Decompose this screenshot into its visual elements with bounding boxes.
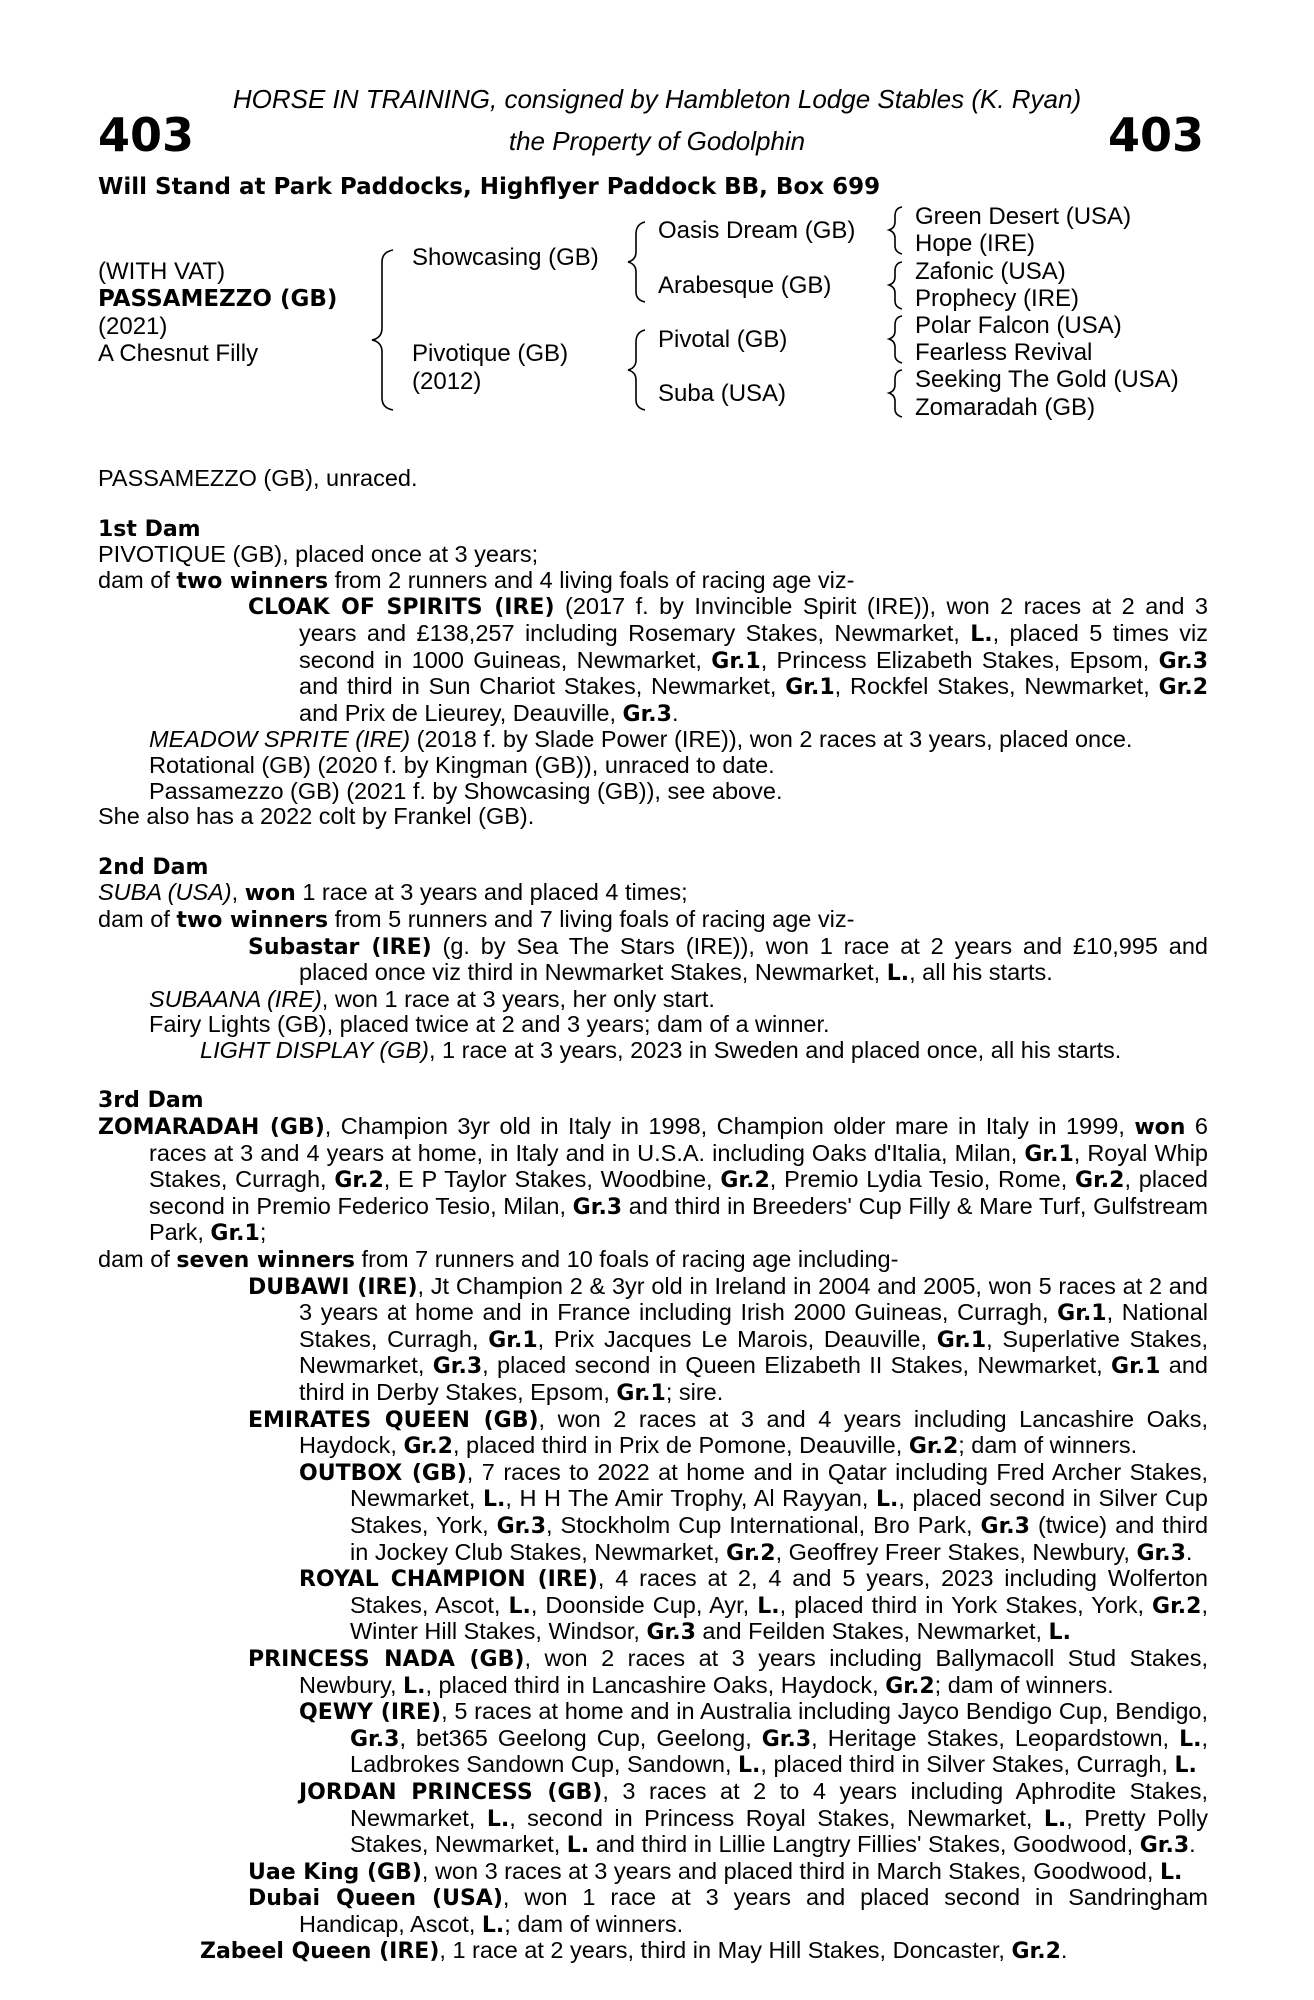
produce-meadow-sprite: MEADOW SPRITE (IRE) (2018 f. by Slade Power (IRE)), won 2 races at 3 years, placed once. — [149, 726, 1133, 753]
produce-rotational: Rotational (GB) (2020 f. by Kingman (GB)), unraced to date. — [149, 751, 775, 778]
horse-name: PASSAMEZZO (GB) — [98, 286, 338, 312]
pedigree-brackets — [0, 0, 1314, 440]
produce-subastar: Subastar (IRE) (g. by Sea The Stars (IRE)), won 1 race at 2 years and £10,995 and placed once viz third in Newmarket Stakes, Newmarket, L., all his starts. — [248, 932, 1208, 987]
lot-number-right: 403 — [1107, 108, 1204, 162]
catalogue-text — [98, 466, 1208, 1965]
bracket-sire — [628, 222, 645, 302]
bracket-g1 — [889, 207, 902, 254]
horse-summary: PASSAMEZZO (GB), unraced. — [98, 465, 418, 491]
ancestor-4: Prophecy (IRE) — [915, 285, 1080, 312]
third-dam-produce-line: dam of seven winners from 7 runners and 10 foals of racing age including- — [98, 1246, 899, 1274]
stand-location: Will Stand at Park Paddocks, Highflyer Paddock BB, Box 699 — [98, 174, 881, 200]
produce-subaana: SUBAANA (IRE), won 1 race at 3 years, her only start. — [149, 985, 715, 1012]
horse-description: A Chesnut Filly — [98, 340, 259, 367]
produce-passamezzo: Passamezzo (GB) (2021 f. by Showcasing (GB)), see above. — [149, 777, 783, 804]
ancestor-2: Hope (IRE) — [915, 230, 1036, 257]
produce-jordan-princess: JORDAN PRINCESS (GB), 3 races at 2 to 4 years including Aphrodite Stakes, Newmarket, L., second in Princess Royal Stakes, Newmarket, L., Pretty Polly Stakes, Newmarket, L. and third in Lillie Langtry Fillies' Stakes, Goodwood, Gr.3. — [299, 1777, 1208, 1859]
vat-note: (WITH VAT) — [98, 258, 226, 285]
produce-uae-king: Uae King (GB), won 3 races at 3 years and placed third in March Stakes, Goodwood, L. — [248, 1857, 1183, 1885]
produce-zabeel-queen: Zabeel Queen (IRE), 1 race at 2 years, third in May Hill Stakes, Doncaster, Gr.2. — [200, 1937, 1068, 1965]
produce-qewy: QEWY (IRE), 5 races at home and in Australia including Jayco Bendigo Cup, Bendigo, Gr.3, bet365 Geelong Cup, Geelong, Gr.3, Heritage Stakes, Leopardstown, L., Ladbrokes Sandown Cup, Sandown, L., placed third in Silver Stakes, Curragh, L. — [299, 1698, 1208, 1779]
ancestor-1: Green Desert (USA) — [915, 203, 1132, 230]
produce-royal-champion: ROYAL CHAMPION (IRE), 4 races at 2, 4 and 5 years, 2023 including Wolferton Stakes, Ascot, L., Doonside Cup, Ayr, L., placed third in York Stakes, York, Gr.2, Winter Hill Stakes, Windsor, Gr.3 and Feilden Stakes, Newmarket, L. — [299, 1565, 1208, 1646]
bracket-g3 — [889, 316, 902, 363]
produce-light-display: LIGHT DISPLAY (GB), 1 race at 3 years, 2023 in Sweden and placed once, all his starts. — [200, 1036, 1122, 1063]
second-dam-heading: 2nd Dam — [98, 854, 209, 880]
bracket-g2 — [889, 262, 902, 309]
produce-emirates-queen: EMIRATES QUEEN (GB), won 2 races at 3 and 4 years including Lancashire Oaks, Haydock, Gr.2, placed third in Prix de Pomone, Deauville, Gr.2; dam of winners. — [248, 1405, 1208, 1460]
ancestor-5: Polar Falcon (USA) — [915, 312, 1122, 339]
ancestor-8: Zomaradah (GB) — [915, 394, 1096, 421]
second-dam-line: SUBA (USA), won 1 race at 3 years and placed 4 times; — [98, 879, 688, 907]
first-dam-line: PIVOTIQUE (GB), placed once at 3 years; — [98, 541, 539, 568]
produce-fairy-lights: Fairy Lights (GB), placed twice at 2 and 3 years; dam of a winner. — [149, 1011, 830, 1038]
produce-note: She also has a 2022 colt by Frankel (GB). — [98, 803, 535, 830]
bracket-dam — [628, 330, 645, 410]
ancestor-7: Seeking The Gold (USA) — [915, 366, 1179, 393]
ancestor-3: Zafonic (USA) — [915, 258, 1066, 285]
first-dam-produce-line: dam of two winners from 2 runners and 4 living foals of racing age viz- — [98, 566, 855, 594]
produce-dubai-queen: Dubai Queen (USA), won 1 race at 3 years and placed second in Sandringham Handicap, Ascot, L.; dam of winners. — [248, 1884, 1209, 1938]
dam-year: (2012) — [412, 368, 482, 395]
third-dam-heading: 3rd Dam — [98, 1088, 204, 1114]
first-dam-heading: 1st Dam — [98, 516, 201, 542]
produce-outbox: OUTBOX (GB), 7 races to 2022 at home and in Qatar including Fred Archer Stakes, Newmarket, L., H H The Amir Trophy, Al Rayyan, L., placed second in Silver Cup Stakes, York, Gr.3, Stockholm Cup International, Bro Park, Gr.3 (twice) and third in Jockey Club Stakes, Newmarket, Gr.2, Geoffrey Freer Stakes, Newbury, Gr.3. — [299, 1458, 1209, 1566]
dam: Pivotique (GB) — [412, 340, 569, 367]
produce-cloak-of-spirits: CLOAK OF SPIRITS (IRE) (2017 f. by Invincible Spirit (IRE)), won 2 races at 2 and 3 years and £138,257 including Rosemary Stakes, Newmarket, L., placed 5 times viz second in 1000 Guineas, Newmarket, Gr.1, Princess Elizabeth Stakes, Epsom, Gr.3 and third in Sun Chariot Stakes, Newmarket, Gr.1, Rockfel Stakes, Newmarket, Gr.2 and Prix de Lieurey, Deauville, Gr.3. — [248, 593, 1208, 727]
sire-sire: Oasis Dream (GB) — [658, 217, 856, 244]
bracket-g4 — [889, 370, 902, 417]
third-dam-record: ZOMARADAH (GB), Champion 3yr old in Italy in 1998, Champion older mare in Italy in 1999, won 6 races at 3 and 4 years at home, in Italy and in U.S.A. including Oaks d'Italia, Milan, Gr.1, Royal Whip Stakes, Curragh, Gr.2, E P Taylor Stakes, Woodbine, Gr.2, Premio Lydia Tesio, Rome, Gr.2, placed second in Premio Federico Tesio, Milan, Gr.3 and third in Breeders' Cup Filly & Mare Turf, Gulfstream Park, Gr.1; — [98, 1113, 1209, 1247]
sire-dam: Arabesque (GB) — [658, 272, 832, 299]
second-dam-produce-line: dam of two winners from 5 runners and 7 living foals of racing age viz- — [98, 905, 855, 933]
consignment-line: HORSE IN TRAINING, consigned by Hambleton Lodge Stables (K. Ryan) — [232, 84, 1082, 114]
bracket-main — [372, 250, 393, 410]
sire: Showcasing (GB) — [412, 244, 599, 271]
produce-dubawi: DUBAWI (IRE), Jt Champion 2 & 3yr old in Ireland in 2004 and 2005, won 5 races at 2 and 3 years at home and in France including Irish 2000 Guineas, Curragh, Gr.1, National Stakes, Curragh, Gr.1, Prix Jacques Le Marois, Deauville, Gr.1, Superlative Stakes, Newmarket, Gr.3, placed second in Queen Elizabeth II Stakes, Newmarket, Gr.1 and third in Derby Stakes, Epsom, Gr.1; sire. — [248, 1272, 1209, 1406]
produce-princess-nada: PRINCESS NADA (GB), won 2 races at 3 years including Ballymacoll Stud Stakes, Newbury, L., placed third in Lancashire Oaks, Haydock, Gr.2; dam of winners. — [248, 1644, 1208, 1699]
horse-year: (2021) — [98, 313, 168, 340]
dam-sire: Pivotal (GB) — [658, 326, 788, 353]
ancestor-6: Fearless Revival — [915, 339, 1093, 366]
lot-number-left: 403 — [98, 108, 195, 162]
dam-dam: Suba (USA) — [658, 380, 787, 407]
property-line: the Property of Godolphin — [508, 126, 806, 156]
